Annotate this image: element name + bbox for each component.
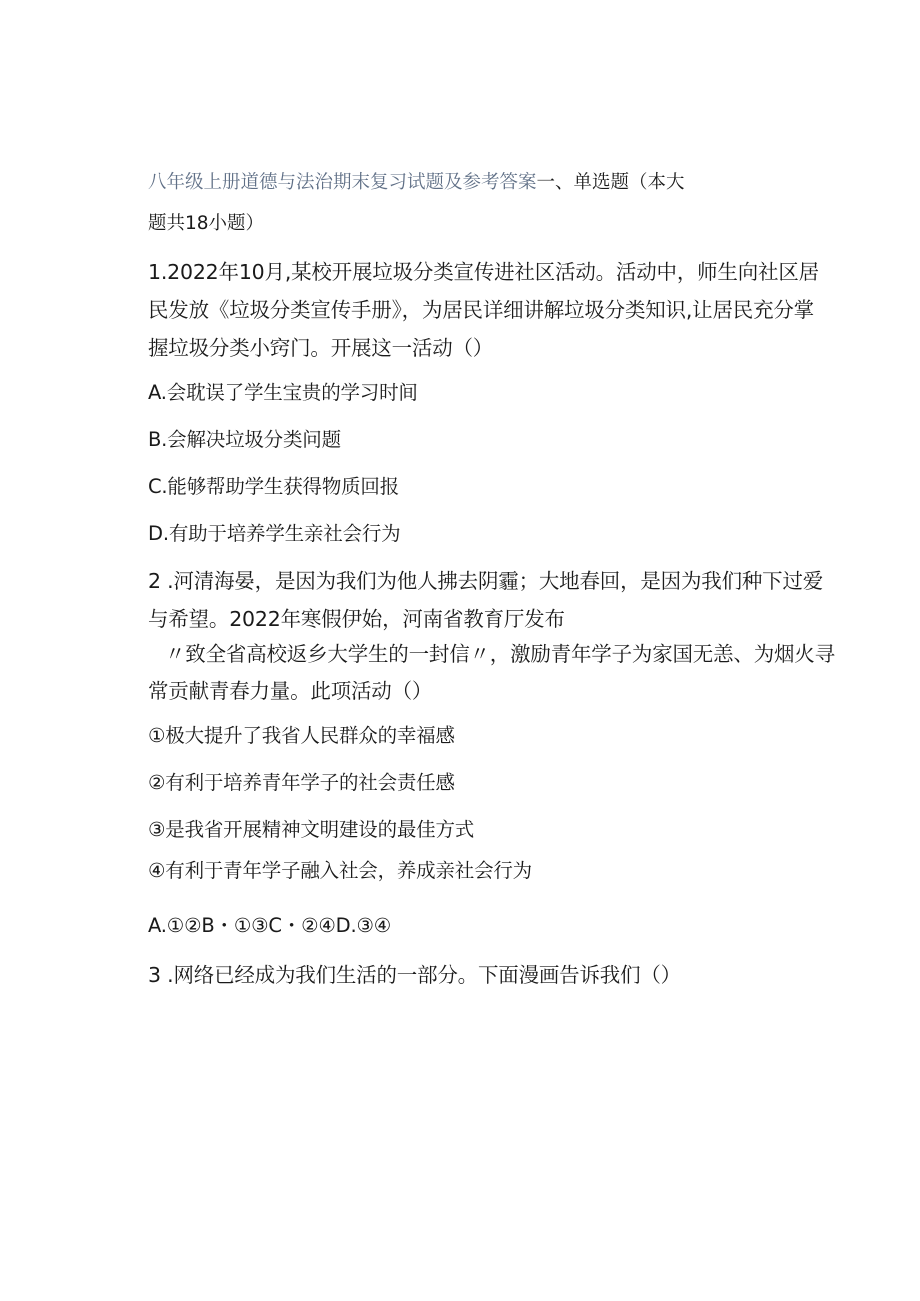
question-1-option-d: D.有助于培养学生亲社会行为 bbox=[148, 522, 401, 545]
question-2-line-4: 常贡献青春力量。此项活动（） bbox=[148, 679, 433, 703]
question-2-statement-4: ④有利于青年学子融入社会，养成亲社会行为 bbox=[148, 859, 532, 882]
question-2-line-2: 与希望。2022年寒假伊始，河南省教育厅发布 bbox=[148, 607, 565, 631]
question-1-line-2: 民发放《垃圾分类宣传手册》，为居民详细讲解垃圾分类知识,让居民充分掌 bbox=[148, 298, 814, 322]
question-2-statement-1: ①极大提升了我省人民群众的幸福感 bbox=[148, 724, 455, 747]
question-2-statement-3: ③是我省开展精神文明建设的最佳方式 bbox=[148, 818, 475, 841]
section-heading-cont: 题共18小题） bbox=[148, 213, 265, 234]
question-1-line-3: 握垃圾分类小窍门。开展这一活动（） bbox=[148, 336, 494, 360]
question-1-option-b: B.会解决垃圾分类问题 bbox=[148, 428, 341, 451]
question-2-line-3: 〃致全省高校返乡大学生的一封信〃，激励青年学子为家国无恙、为烟火寻 bbox=[165, 642, 835, 666]
section-heading: 一、单选题（本大 bbox=[536, 172, 685, 193]
question-1-option-a: A.会耽误了学生宝贵的学习时间 bbox=[148, 381, 418, 404]
question-2-statement-2: ②有利于培养青年学子的社会责任感 bbox=[148, 771, 455, 794]
title-text: 八年级上册道德与法治期末复习试题及参考答案 bbox=[148, 172, 537, 193]
question-2-answer-choices: A.①②B・①③C・②④D.③④ bbox=[148, 914, 392, 937]
document-title bbox=[148, 170, 685, 196]
question-1-option-c: C.能够帮助学生获得物质回报 bbox=[148, 475, 400, 498]
question-2-line-1: 2 .河清海晏，是因为我们为他人拂去阴霾；大地春回，是因为我们种下过爱 bbox=[148, 569, 824, 593]
question-1-line-1: 1.2022年10月,某校开展垃圾分类宣传进社区活动。活动中，师生向社区居 bbox=[148, 260, 819, 284]
question-3-line-1: 3 .网络已经成为我们生活的一部分。下面漫画告诉我们（） bbox=[148, 963, 681, 987]
